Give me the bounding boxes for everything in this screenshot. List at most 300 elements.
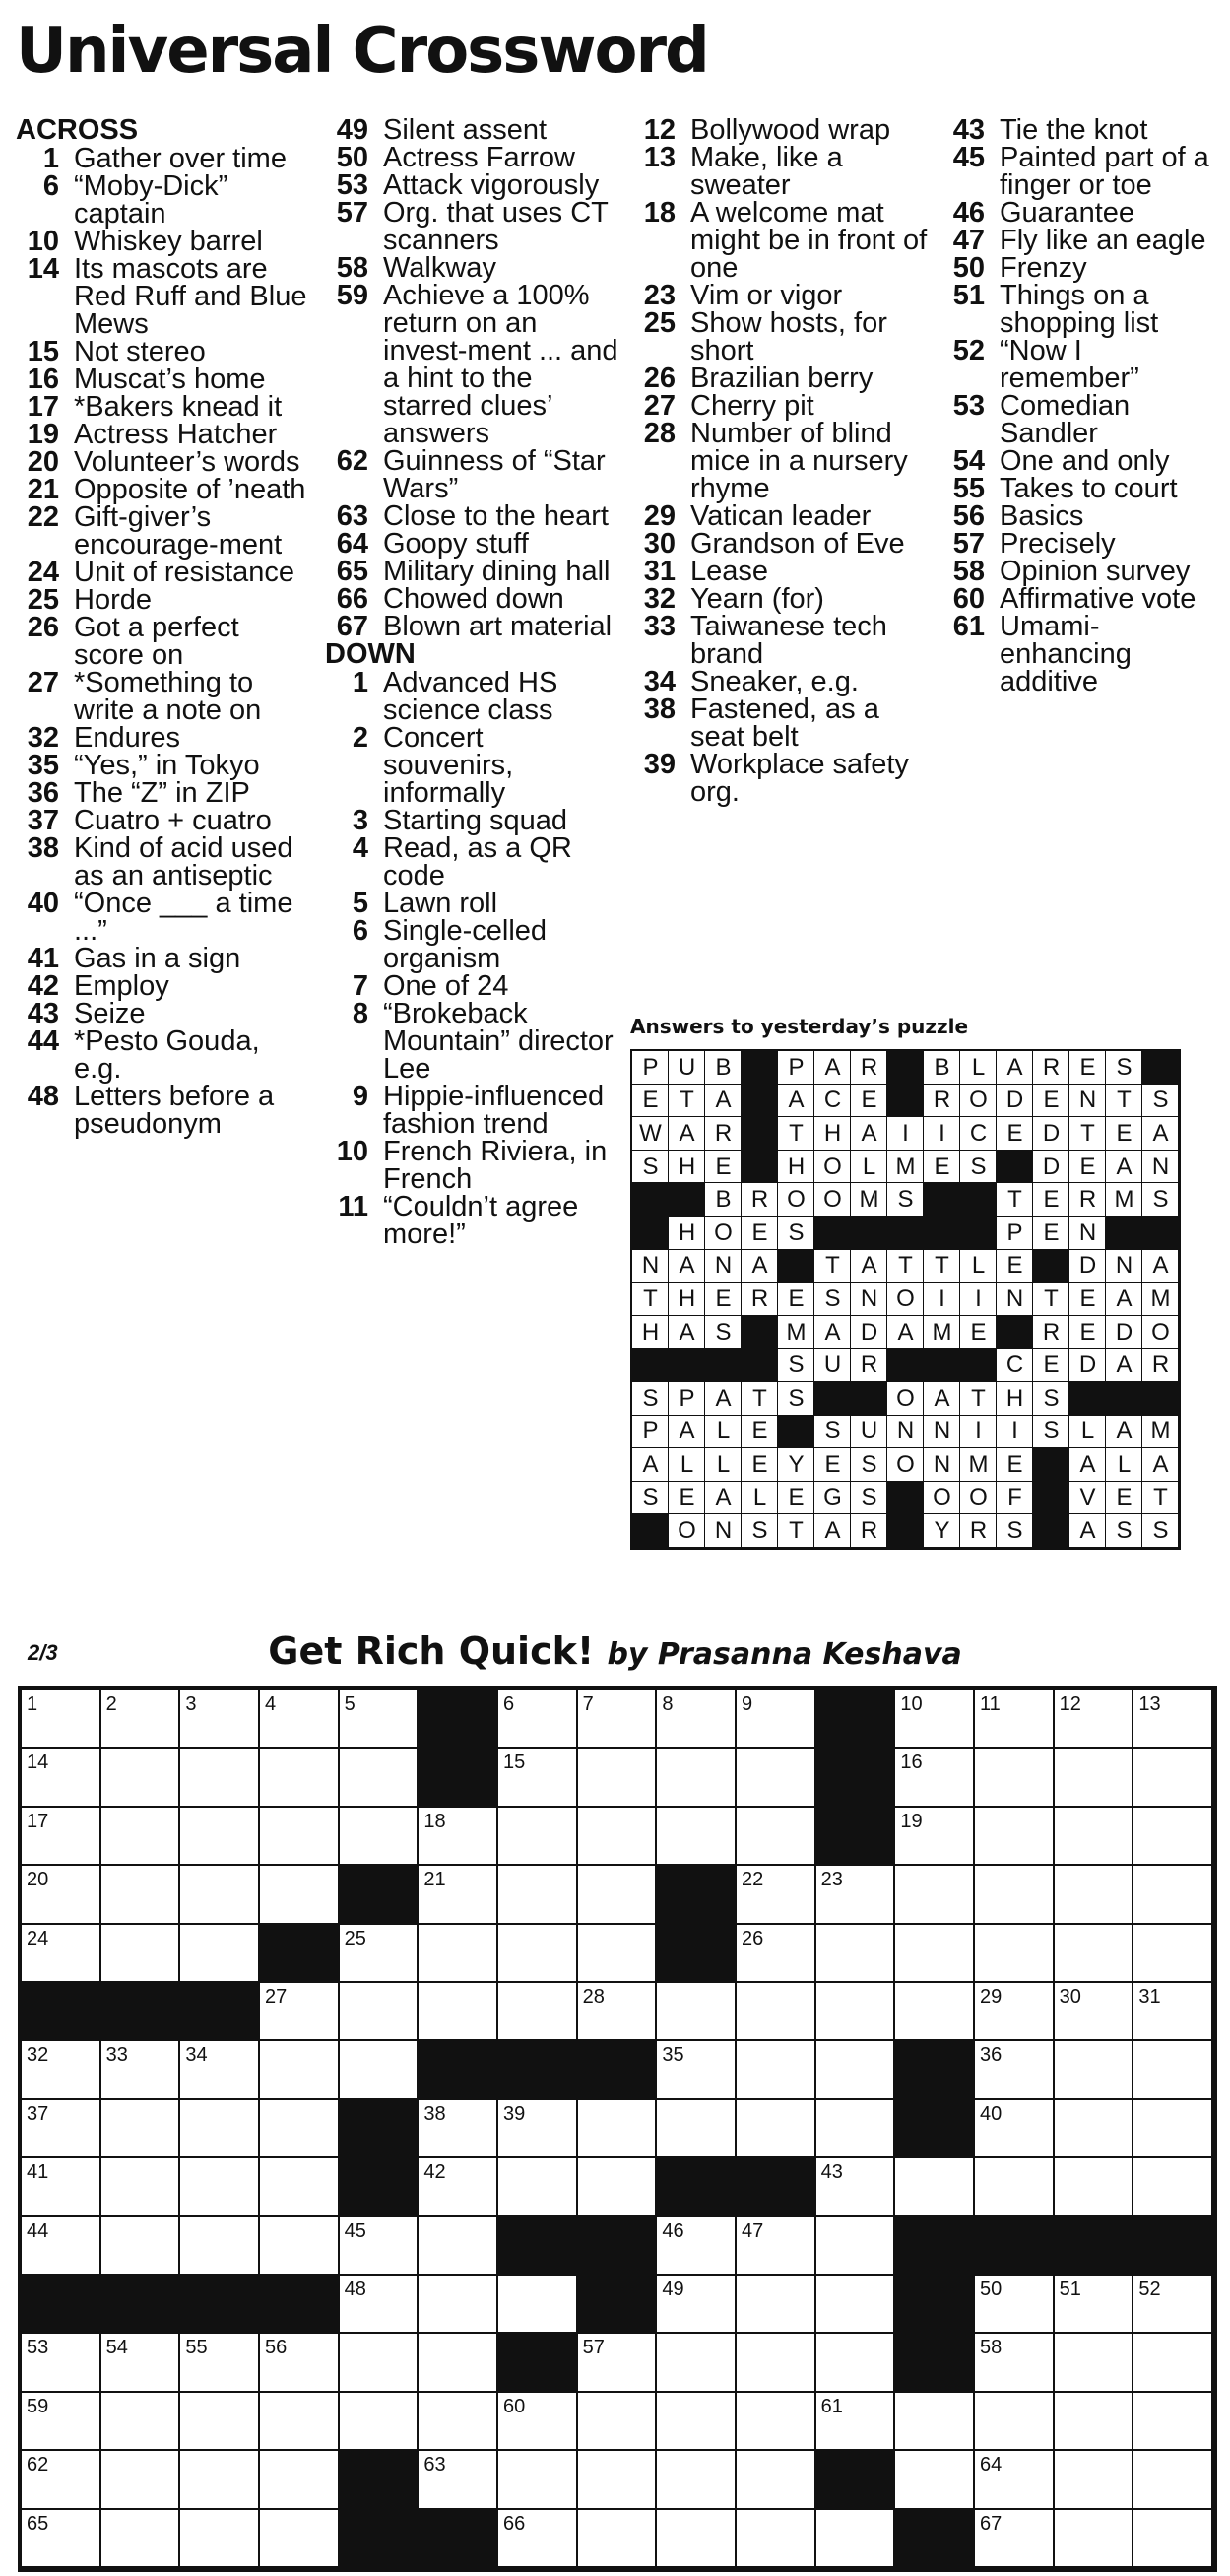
grid-cell[interactable] xyxy=(498,2510,578,2568)
grid-cell[interactable] xyxy=(340,1983,420,2041)
grid-cell[interactable] xyxy=(816,2276,896,2334)
down-clue xyxy=(941,116,1227,144)
grid-cell[interactable] xyxy=(260,1983,340,2041)
grid-cell[interactable] xyxy=(419,2334,498,2392)
grid-cell[interactable] xyxy=(895,1749,975,1807)
grid-cell[interactable] xyxy=(1133,1983,1213,2041)
across-clue xyxy=(16,255,311,338)
grid-cell[interactable] xyxy=(578,2158,658,2216)
grid-cell[interactable] xyxy=(657,2334,737,2392)
grid-cell[interactable] xyxy=(498,1925,578,1983)
grid-cell[interactable] xyxy=(816,2158,896,2216)
grid-cell[interactable] xyxy=(180,2510,260,2568)
grid-cell[interactable] xyxy=(1133,1866,1213,1924)
yesterday-answer-cell: A xyxy=(814,1051,851,1085)
grid-cell[interactable] xyxy=(498,1808,578,1866)
grid-cell[interactable] xyxy=(975,2100,1055,2158)
grid-cell[interactable] xyxy=(895,2393,975,2451)
clue-text: Painted part of a finger or toe xyxy=(1000,142,1209,201)
cell-number: 1 xyxy=(27,1693,38,1715)
grid-cell[interactable] xyxy=(340,1925,420,1983)
grid-cell[interactable] xyxy=(975,1808,1055,1866)
clue-number: 52 xyxy=(952,335,985,366)
yesterday-black-square xyxy=(1033,1482,1069,1515)
grid-cell[interactable] xyxy=(419,2100,498,2158)
grid-cell[interactable] xyxy=(895,1925,975,1983)
yesterday-answer-cell: R xyxy=(742,1283,778,1316)
yesterday-answer-cell: E xyxy=(1106,1482,1142,1515)
clue-text: Org. that uses CT scanners xyxy=(383,197,609,256)
grid-cell[interactable] xyxy=(1055,2510,1134,2568)
grid-cell[interactable] xyxy=(895,1866,975,1924)
grid-cell[interactable] xyxy=(260,2451,340,2509)
grid-cell[interactable] xyxy=(1133,2100,1213,2158)
grid-cell[interactable] xyxy=(180,1690,260,1749)
cell-number: 66 xyxy=(503,2512,526,2535)
grid-cell[interactable] xyxy=(180,1925,260,1983)
grid-cell[interactable] xyxy=(657,2451,737,2509)
grid-cell[interactable] xyxy=(180,2158,260,2216)
clue-number: 41 xyxy=(27,943,59,974)
clue-number: 10 xyxy=(27,226,59,257)
yesterday-answer-cell: A xyxy=(851,1250,887,1284)
grid-cell[interactable] xyxy=(1055,2100,1134,2158)
grid-cell[interactable] xyxy=(498,1866,578,1924)
grid-cell[interactable] xyxy=(22,2451,101,2509)
grid-cell[interactable] xyxy=(101,2393,181,2451)
yesterday-answer-cell: T xyxy=(814,1250,851,1284)
grid-cell[interactable] xyxy=(816,2393,896,2451)
grid-cell[interactable] xyxy=(657,2217,737,2276)
grid-cell[interactable] xyxy=(895,1808,975,1866)
yesterday-answer-cell: S xyxy=(1033,1416,1069,1449)
yesterday-black-square xyxy=(1033,1448,1069,1482)
grid-cell[interactable] xyxy=(419,1925,498,1983)
grid-cell[interactable] xyxy=(737,1749,816,1807)
grid-cell[interactable] xyxy=(22,2510,101,2568)
grid-cell[interactable] xyxy=(101,2451,181,2509)
grid-cell[interactable] xyxy=(22,1808,101,1866)
yesterday-answer-cell: A xyxy=(1142,1250,1179,1284)
grid-cell[interactable] xyxy=(101,1866,181,1924)
grid-cell[interactable] xyxy=(578,2334,658,2392)
grid-cell[interactable] xyxy=(737,1925,816,1983)
grid-cell[interactable] xyxy=(498,2276,578,2334)
grid-cell[interactable] xyxy=(737,1690,816,1749)
clue-number: 48 xyxy=(27,1081,59,1112)
grid-cell[interactable] xyxy=(657,1690,737,1749)
black-square xyxy=(895,2217,975,2276)
grid-cell[interactable] xyxy=(975,1866,1055,1924)
grid-cell[interactable] xyxy=(101,2041,181,2099)
yesterday-black-square xyxy=(1033,1250,1069,1284)
grid-cell[interactable] xyxy=(816,2334,896,2392)
grid-cell[interactable] xyxy=(22,2334,101,2392)
grid-cell[interactable] xyxy=(22,2041,101,2099)
across-clue xyxy=(16,834,311,890)
grid-cell[interactable] xyxy=(101,2100,181,2158)
grid-cell[interactable] xyxy=(419,2451,498,2509)
down-clue xyxy=(941,447,1227,475)
grid-cell[interactable] xyxy=(1133,2276,1213,2334)
black-square xyxy=(1055,2217,1134,2276)
grid-cell[interactable] xyxy=(975,2451,1055,2509)
yesterday-black-square xyxy=(851,1217,887,1250)
grid-cell[interactable] xyxy=(1055,1749,1134,1807)
grid-cell[interactable] xyxy=(22,2158,101,2216)
grid-cell[interactable] xyxy=(340,2276,420,2334)
cell-number: 67 xyxy=(980,2512,1003,2535)
yesterday-answer-cell: E xyxy=(1033,1085,1069,1118)
grid-cell[interactable] xyxy=(816,2510,896,2568)
clue-number: 33 xyxy=(643,611,676,642)
across-clue xyxy=(325,530,620,558)
grid-cell[interactable] xyxy=(180,1866,260,1924)
cell-number: 56 xyxy=(265,2337,288,2359)
clue-number: 43 xyxy=(27,998,59,1029)
grid-cell[interactable] xyxy=(895,2158,975,2216)
yesterday-answer-cell: M xyxy=(851,1183,887,1217)
grid-cell[interactable] xyxy=(737,1808,816,1866)
grid-cell[interactable] xyxy=(498,1690,578,1749)
grid-cell[interactable] xyxy=(419,1866,498,1924)
yesterday-answer-cell: R xyxy=(851,1051,887,1085)
grid-cell[interactable] xyxy=(1133,2393,1213,2451)
clue-text: Takes to court xyxy=(1000,473,1178,504)
grid-cell[interactable] xyxy=(101,1749,181,1807)
grid-cell[interactable] xyxy=(1055,1925,1134,1983)
grid-cell[interactable] xyxy=(816,1925,896,1983)
grid-cell[interactable] xyxy=(1055,1866,1134,1924)
grid-cell[interactable] xyxy=(975,2041,1055,2099)
grid-cell[interactable] xyxy=(657,2510,737,2568)
grid-cell[interactable] xyxy=(1133,1690,1213,1749)
grid-cell[interactable] xyxy=(578,1925,658,1983)
yesterday-answer-cell: N xyxy=(1069,1217,1106,1250)
grid-cell[interactable] xyxy=(340,2334,420,2392)
grid-cell[interactable] xyxy=(419,1983,498,2041)
yesterday-black-square xyxy=(997,1151,1033,1184)
grid-cell[interactable] xyxy=(657,2276,737,2334)
yesterday-answer-cell: L xyxy=(1069,1416,1106,1449)
yesterday-answer-cell: A xyxy=(1106,1151,1142,1184)
grid-cell[interactable] xyxy=(340,2393,420,2451)
grid-cell[interactable] xyxy=(419,2393,498,2451)
grid-cell[interactable] xyxy=(1133,2510,1213,2568)
black-square xyxy=(578,2217,658,2276)
grid-cell[interactable] xyxy=(578,2451,658,2509)
grid-cell[interactable] xyxy=(737,2451,816,2509)
grid-cell[interactable] xyxy=(578,2510,658,2568)
yesterday-black-square xyxy=(1142,1217,1179,1250)
clue-text: Employ xyxy=(74,970,169,1002)
grid-cell[interactable] xyxy=(1055,2041,1134,2099)
cell-number: 62 xyxy=(27,2454,49,2477)
grid-cell[interactable] xyxy=(1055,2158,1134,2216)
cell-number: 3 xyxy=(185,1693,197,1715)
grid-cell[interactable] xyxy=(101,2334,181,2392)
grid-cell[interactable] xyxy=(101,2510,181,2568)
clue-number: 53 xyxy=(336,169,368,201)
grid-cell[interactable] xyxy=(22,1690,101,1749)
cell-number: 55 xyxy=(185,2337,208,2359)
yesterday-answer-cell: R xyxy=(1033,1051,1069,1085)
grid-cell[interactable] xyxy=(657,2393,737,2451)
yesterday-black-square xyxy=(632,1349,669,1382)
clue-number: 38 xyxy=(27,832,59,864)
grid-cell[interactable] xyxy=(101,1690,181,1749)
grid-cell[interactable] xyxy=(578,1690,658,1749)
grid-cell[interactable] xyxy=(737,2041,816,2099)
grid-cell[interactable] xyxy=(1133,1808,1213,1866)
grid-cell[interactable] xyxy=(180,2451,260,2509)
grid-cell[interactable] xyxy=(895,1983,975,2041)
grid-cell[interactable] xyxy=(1133,2334,1213,2392)
grid-cell[interactable] xyxy=(737,2393,816,2451)
grid-cell[interactable] xyxy=(419,1808,498,1866)
yesterday-answer-cell: I xyxy=(960,1416,997,1449)
down-clue xyxy=(325,669,620,724)
cell-number: 10 xyxy=(900,1693,923,1715)
yesterday-answer-cell: S xyxy=(778,1217,814,1250)
grid-cell[interactable] xyxy=(1133,1749,1213,1807)
grid-cell[interactable] xyxy=(180,1808,260,1866)
grid-cell[interactable] xyxy=(260,2334,340,2392)
grid-cell[interactable] xyxy=(895,2451,975,2509)
grid-cell[interactable] xyxy=(260,2393,340,2451)
grid-cell[interactable] xyxy=(1055,1983,1134,2041)
grid-cell[interactable] xyxy=(1055,2334,1134,2392)
cell-number: 15 xyxy=(503,1751,526,1774)
grid-cell[interactable] xyxy=(816,1983,896,2041)
grid-cell[interactable] xyxy=(816,2217,896,2276)
across-clue xyxy=(325,199,620,254)
grid-cell[interactable] xyxy=(260,1690,340,1749)
yesterday-answer-cell: P xyxy=(778,1051,814,1085)
yesterday-answer-cell: I xyxy=(997,1416,1033,1449)
clue-text: Volunteer’s words xyxy=(74,446,300,478)
yesterday-answer-cell: H xyxy=(997,1382,1033,1416)
black-square xyxy=(180,2276,260,2334)
yesterday-answer-cell: E xyxy=(814,1448,851,1482)
yesterday-answer-cell: D xyxy=(851,1316,887,1350)
grid-cell[interactable] xyxy=(657,1749,737,1807)
grid-cell[interactable] xyxy=(578,1749,658,1807)
clue-number: 37 xyxy=(27,805,59,836)
yesterday-answer-cell: I xyxy=(924,1283,960,1316)
grid-cell[interactable] xyxy=(101,2158,181,2216)
grid-cell[interactable] xyxy=(657,1808,737,1866)
grid-cell[interactable] xyxy=(657,1983,737,2041)
clue-text: *Bakers knead it xyxy=(74,391,283,423)
grid-cell[interactable] xyxy=(22,2393,101,2451)
across-heading: ACROSS xyxy=(16,114,139,146)
clue-number: 54 xyxy=(952,445,985,477)
grid-cell[interactable] xyxy=(260,2100,340,2158)
grid-cell[interactable] xyxy=(260,2217,340,2276)
grid-cell[interactable] xyxy=(22,2100,101,2158)
clue-text: Frenzy xyxy=(1000,252,1087,284)
grid-cell[interactable] xyxy=(1133,2158,1213,2216)
grid-cell[interactable] xyxy=(1055,1690,1134,1749)
grid-cell[interactable] xyxy=(975,1983,1055,2041)
across-clue xyxy=(325,502,620,530)
yesterday-answer-cell: A xyxy=(669,1316,705,1350)
yesterday-answer-cell: M xyxy=(887,1151,924,1184)
grid-cell[interactable] xyxy=(180,2041,260,2099)
grid-cell[interactable] xyxy=(816,1866,896,1924)
grid-cell[interactable] xyxy=(737,2100,816,2158)
cell-number: 20 xyxy=(27,1869,49,1891)
clue-text: Close to the heart xyxy=(383,500,609,532)
grid-cell[interactable] xyxy=(657,2100,737,2158)
black-square xyxy=(260,2276,340,2334)
grid-cell[interactable] xyxy=(816,2100,896,2158)
cell-number: 18 xyxy=(423,1810,446,1832)
clue-number: 32 xyxy=(27,722,59,754)
grid-cell[interactable] xyxy=(816,2041,896,2099)
clue-number: 19 xyxy=(27,419,59,450)
grid-cell[interactable] xyxy=(22,1749,101,1807)
clue-number: 11 xyxy=(338,1191,368,1222)
yesterday-answer-cell: E xyxy=(1069,1283,1106,1316)
grid-cell[interactable] xyxy=(975,2334,1055,2392)
clue-number: 13 xyxy=(643,142,676,173)
yesterday-black-square xyxy=(1106,1382,1142,1416)
yesterday-black-square xyxy=(669,1183,705,1217)
grid-cell[interactable] xyxy=(578,2100,658,2158)
grid-cell[interactable] xyxy=(101,1925,181,1983)
grid-cell[interactable] xyxy=(340,1808,420,1866)
grid-cell[interactable] xyxy=(101,2217,181,2276)
grid-cell[interactable] xyxy=(419,2217,498,2276)
grid-cell[interactable] xyxy=(975,2276,1055,2334)
cell-number: 47 xyxy=(742,2219,764,2242)
grid-cell[interactable] xyxy=(180,2217,260,2276)
yesterday-answer-cell: M xyxy=(1142,1416,1179,1449)
grid-cell[interactable] xyxy=(737,1983,816,2041)
black-square xyxy=(22,1983,101,2041)
grid-cell[interactable] xyxy=(1055,2276,1134,2334)
clue-number: 46 xyxy=(952,197,985,229)
grid-cell[interactable] xyxy=(975,1925,1055,1983)
clue-number: 30 xyxy=(643,528,676,560)
grid-cell[interactable] xyxy=(737,2334,816,2392)
grid-cell[interactable] xyxy=(180,2393,260,2451)
grid-cell[interactable] xyxy=(1055,2393,1134,2451)
yesterday-answer-cell: O xyxy=(960,1085,997,1118)
grid-cell[interactable] xyxy=(260,2158,340,2216)
cell-number: 63 xyxy=(423,2454,446,2477)
yesterday-answer-cell: R xyxy=(1033,1316,1069,1350)
grid-cell[interactable] xyxy=(975,2158,1055,2216)
yesterday-answer-cell: C xyxy=(997,1349,1033,1382)
grid-cell[interactable] xyxy=(340,2217,420,2276)
grid-cell[interactable] xyxy=(498,1983,578,2041)
yesterday-answer-cell: S xyxy=(1033,1382,1069,1416)
clue-number: 50 xyxy=(336,142,368,173)
across-clue xyxy=(16,972,311,1000)
grid-cell[interactable] xyxy=(180,2100,260,2158)
grid-cell[interactable] xyxy=(22,2217,101,2276)
clue-text: Concert souvenirs, informally xyxy=(383,722,514,809)
grid-cell[interactable] xyxy=(340,2041,420,2099)
cell-number: 9 xyxy=(742,1693,753,1715)
yesterday-answer-cell: L xyxy=(742,1482,778,1515)
grid-cell[interactable] xyxy=(578,2393,658,2451)
grid-cell[interactable] xyxy=(1133,1925,1213,1983)
grid-cell[interactable] xyxy=(895,1690,975,1749)
grid-cell[interactable] xyxy=(419,2276,498,2334)
yesterday-answer-cell: H xyxy=(669,1217,705,1250)
clue-text: Workplace safety org. xyxy=(690,749,909,808)
grid-cell[interactable] xyxy=(260,1866,340,1924)
grid-cell[interactable] xyxy=(975,2510,1055,2568)
grid-cell[interactable] xyxy=(578,1808,658,1866)
grid-cell[interactable] xyxy=(1133,2041,1213,2099)
grid-cell[interactable] xyxy=(340,1749,420,1807)
grid-cell[interactable] xyxy=(498,2451,578,2509)
down-clue xyxy=(325,1193,620,1248)
grid-cell[interactable] xyxy=(975,2393,1055,2451)
clue-number: 55 xyxy=(952,473,985,504)
grid-cell[interactable] xyxy=(1133,2451,1213,2509)
grid-cell[interactable] xyxy=(657,2041,737,2099)
grid-cell[interactable] xyxy=(737,2276,816,2334)
yesterday-answer-cell: A xyxy=(814,1316,851,1350)
grid-cell[interactable] xyxy=(260,2510,340,2568)
grid-cell[interactable] xyxy=(737,1866,816,1924)
grid-cell[interactable] xyxy=(1055,1808,1134,1866)
grid-cell[interactable] xyxy=(101,1808,181,1866)
grid-cell[interactable] xyxy=(498,2158,578,2216)
grid-cell[interactable] xyxy=(498,2100,578,2158)
cell-number: 35 xyxy=(662,2044,684,2067)
black-square xyxy=(578,2041,658,2099)
grid-cell[interactable] xyxy=(498,2393,578,2451)
grid-cell[interactable] xyxy=(22,1866,101,1924)
down-clue xyxy=(632,364,932,392)
grid-cell[interactable] xyxy=(180,2334,260,2392)
across-clue xyxy=(16,559,311,586)
grid-cell[interactable] xyxy=(180,1749,260,1807)
black-square xyxy=(22,2276,101,2334)
black-square xyxy=(419,2041,498,2099)
across-clue xyxy=(16,172,311,228)
grid-cell[interactable] xyxy=(578,1983,658,2041)
yesterday-answer-cell: R xyxy=(924,1085,960,1118)
grid-cell[interactable] xyxy=(975,1690,1055,1749)
grid-cell[interactable] xyxy=(498,1749,578,1807)
grid-cell[interactable] xyxy=(578,1866,658,1924)
cell-number: 46 xyxy=(662,2219,684,2242)
grid-cell[interactable] xyxy=(419,2158,498,2216)
grid-cell[interactable] xyxy=(260,2041,340,2099)
yesterday-black-square xyxy=(960,1217,997,1250)
cell-number: 58 xyxy=(980,2337,1003,2359)
grid-cell[interactable] xyxy=(737,2217,816,2276)
cell-number: 44 xyxy=(27,2219,49,2242)
grid-cell[interactable] xyxy=(260,1808,340,1866)
grid-cell[interactable] xyxy=(340,1690,420,1749)
grid-cell[interactable] xyxy=(1055,2451,1134,2509)
grid-cell[interactable] xyxy=(260,1749,340,1807)
yesterday-answer-cell: M xyxy=(1142,1283,1179,1316)
grid-cell[interactable] xyxy=(737,2510,816,2568)
grid-cell[interactable] xyxy=(22,1925,101,1983)
clue-text: Grandson of Eve xyxy=(690,528,905,560)
grid-cell[interactable] xyxy=(975,1749,1055,1807)
